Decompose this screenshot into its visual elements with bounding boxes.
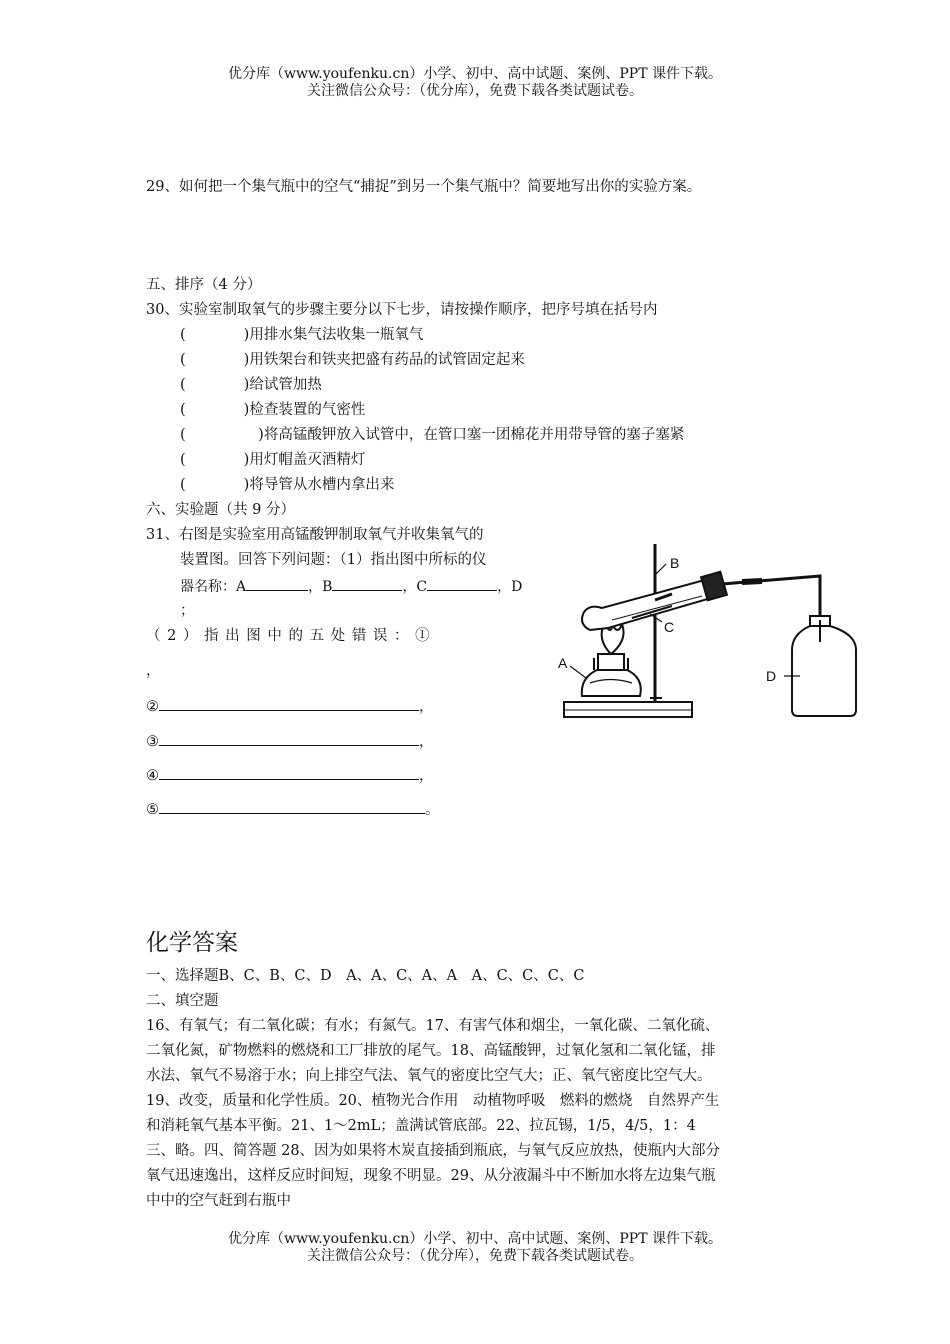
- step-text: 用排水集气法收集一瓶氧气: [249, 327, 424, 343]
- page-footer: [0, 1231, 950, 1265]
- question-31-line-5: （ 2 ） 指 出 图 中 的 五 处 错 误 ： ①: [146, 628, 430, 644]
- diagram-label-b: B: [670, 555, 680, 571]
- section-5-title: 五、排序（4 分）: [146, 277, 262, 293]
- order-step: [180, 323, 423, 347]
- answer-paren[interactable]: ( ): [180, 477, 250, 493]
- diagram-label-a: A: [558, 655, 568, 671]
- header-line-2: 关注微信公众号：（优分库），免费下载各类试题试卷。: [307, 83, 643, 99]
- question-31-line-1: 31、右图是实验室用高锰酸钾制取氧气并收集氧气的: [146, 527, 484, 543]
- diagram-label-d: D: [766, 668, 777, 684]
- blank-a[interactable]: [246, 574, 308, 591]
- question-31-line-6: ，: [146, 663, 161, 679]
- answer-paren[interactable]: ( ): [180, 452, 250, 468]
- diagram-label-c: C: [664, 619, 675, 635]
- question-31-line-2: 装置图。回答下列问题：（1）指出图中所标的仪: [180, 552, 487, 568]
- step-text: 检查装置的气密性: [249, 402, 366, 418]
- answer-paren[interactable]: ( ): [180, 377, 250, 393]
- oxygen-apparatus-diagram: [552, 538, 864, 728]
- test-tube: [582, 578, 718, 630]
- answer-paren[interactable]: ( ): [180, 402, 250, 418]
- step-text: 用灯帽盖灭酒精灯: [249, 452, 366, 468]
- answer-line: 二、填空题: [146, 993, 219, 1009]
- header-line-1: 优分库（www.youfenku.cn）小学、初中、高中试题、案例、PPT 课件下载。: [227, 66, 722, 82]
- question-31-line-4: ；: [180, 603, 195, 619]
- order-step: [180, 448, 365, 472]
- error-blank[interactable]: [159, 797, 425, 814]
- answer-line: 19、改变，质量和化学性质。20、植物光合作用 动植物呼吸 燃料的燃烧 自然界产生: [146, 1093, 720, 1109]
- error-line: ⑤ 。: [146, 797, 440, 822]
- error-line: ③ ，: [146, 729, 434, 754]
- answer-line: 三、略。四、简答题 28、因为如果将木炭直接插到瓶底，与氧气反应放热，使瓶内大部分: [146, 1143, 721, 1159]
- blank-b[interactable]: [332, 574, 402, 591]
- question-29: 29、如何把一个集气瓶中的空气“捕捉”到另一个集气瓶中？简要地写出你的实验方案。: [146, 179, 702, 195]
- error-blank[interactable]: [159, 763, 419, 780]
- step-text: 给试管加热: [249, 377, 322, 393]
- page-header: [0, 66, 950, 100]
- question-31-line-3: 器名称：A ，B ，C ，D: [180, 574, 522, 599]
- delivery-tube: [722, 576, 820, 626]
- footer-line-1: 优分库（www.youfenku.cn）小学、初中、高中试题、案例、PPT 课件下载。: [227, 1231, 722, 1247]
- answer-line: 和消耗氧气基本平衡。21、1～2mL；盖满试管底部。22、拉瓦锡，1/5，4/5，1：4: [146, 1118, 696, 1134]
- answer-line: 二氧化氮，矿物燃料的燃烧和工厂排放的尾气。18、高锰酸钾，过氧化氢和二氧化锰，排: [146, 1043, 716, 1059]
- order-step: [180, 473, 394, 497]
- answer-line: 水法、氧气不易溶于水；向上排空气法、氧气的密度比空气大；正、氧气密度比空气大。: [146, 1068, 712, 1084]
- order-step: [180, 423, 684, 447]
- step-text: 将高锰酸钾放入试管中，在管口塞一团棉花并用带导管的塞子塞紧: [263, 427, 685, 443]
- order-step: [180, 373, 322, 397]
- answer-paren[interactable]: ( ): [180, 352, 250, 368]
- order-step: [180, 348, 525, 372]
- answer-line: 16、有氧气；有二氧化碳；有水；有氮气。17、有害气体和烟尘，一氧化碳、二氧化硫、: [146, 1018, 720, 1034]
- answers-title: 化学答案: [146, 930, 238, 956]
- step-text: 用铁架台和铁夹把盛有药品的试管固定起来: [249, 352, 525, 368]
- answer-paren[interactable]: ( ): [180, 327, 250, 343]
- step-text: 将导管从水槽内拿出来: [249, 477, 395, 493]
- answer-line: 一、选择题B、C、B、C、D A、A、C、A、A A、C、C、C、C: [146, 968, 585, 984]
- error-blank[interactable]: [159, 694, 419, 711]
- blank-c[interactable]: [427, 574, 497, 591]
- answer-line: 氧气迅速逸出，这样反应时间短，现象不明显。29、从分液漏斗中不断加水将左边集气瓶: [146, 1168, 716, 1184]
- gas-bottle: [792, 626, 856, 716]
- order-step: [180, 398, 365, 422]
- error-blank[interactable]: [159, 729, 419, 746]
- error-line: ④ ，: [146, 763, 434, 788]
- footer-line-2: 关注微信公众号：（优分库），免费下载各类试题试卷。: [307, 1248, 643, 1264]
- question-30: 30、实验室制取氧气的步骤主要分以下七步，请按操作顺序，把序号填在括号内: [146, 302, 658, 318]
- answer-line: 中中的空气赶到右瓶中: [146, 1193, 291, 1209]
- error-line: ② ，: [146, 694, 434, 719]
- answer-paren[interactable]: ( ): [180, 427, 264, 443]
- section-6-title: 六、实验题（共 9 分）: [146, 502, 295, 518]
